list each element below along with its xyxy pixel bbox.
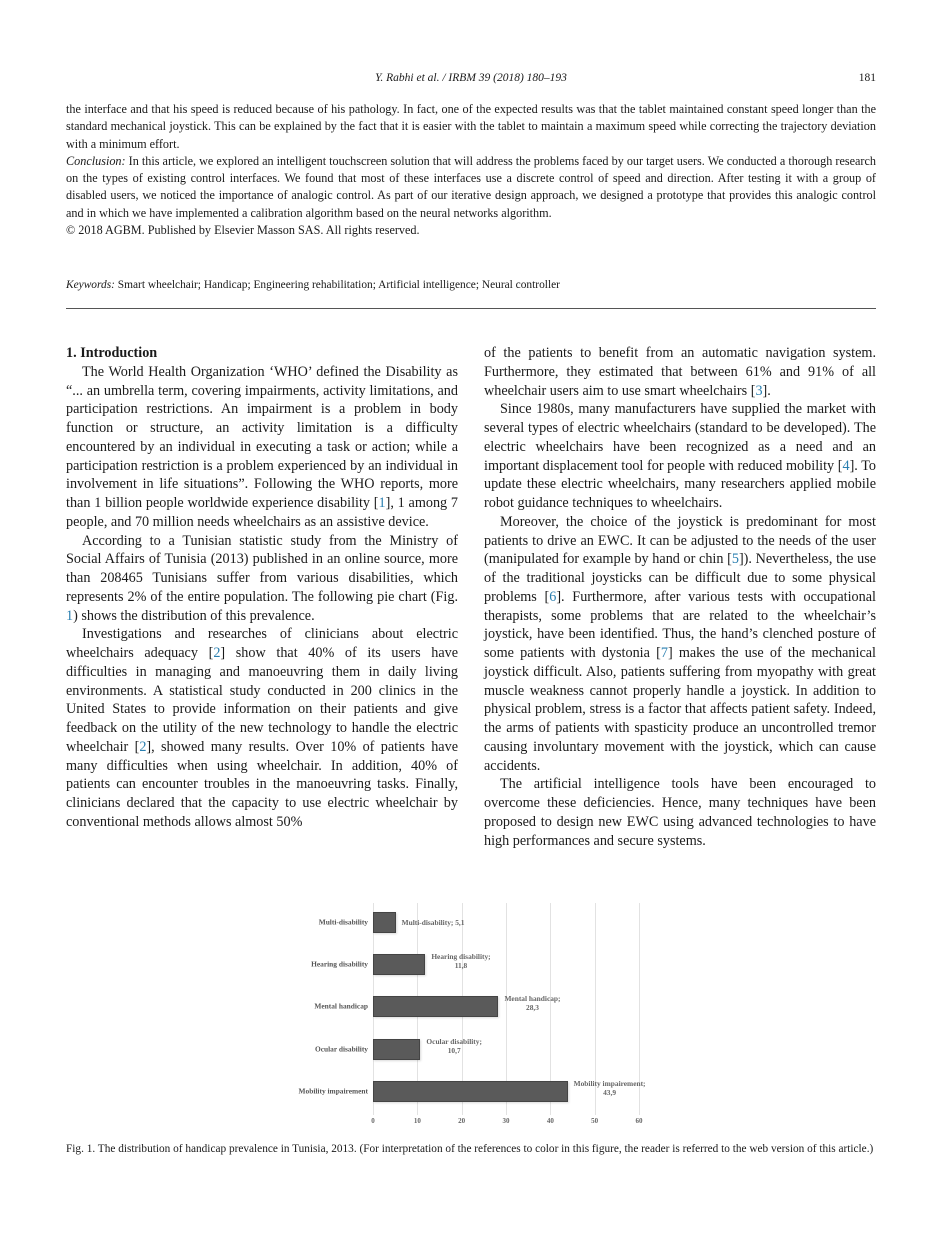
bar [373, 996, 498, 1017]
paragraph-text: ]. [762, 382, 771, 399]
abstract-continuation: the interface and that his speed is reduced because of his pathology. In fact, one of the expected results was that the tablet maintained constant speed longer than the standard mechanical joystick. This can be explained by the fact that it is easier with the tablet to maintain a maximum speed while correcting the trajectory deviation with a minimum effort. [66, 102, 876, 151]
x-tick-label: 10 [413, 1117, 421, 1125]
reference-link[interactable]: 4 [842, 457, 850, 474]
category-label: Multi-disability [318, 917, 368, 927]
copyright: © 2018 AGBM. Published by Elsevier Masson SAS. All rights reserved. [66, 223, 420, 238]
category-label: Hearing disability [311, 959, 368, 969]
paragraph-text: ] show that 40% of its users have difficulties in managing and manoeuvring them in daily living environments. A statistical study conducted in 200 clinics in the United States to provide information on their patients and give feedback on the utility of the new technology to handle the electric wheelchair [ [66, 645, 459, 755]
paragraph-text: ]). Nevertheless, the use of the traditional joysticks can be difficult due to some physical problems [ [484, 551, 877, 605]
page-number: 181 [858, 72, 876, 84]
figure-caption: Fig. 1. The distribution of handicap prevalence in Tunisia, 2013. (For interpretation of the references to color in this figure, the reader is referred to the web version of this article.) [66, 1143, 874, 1155]
bar-chart-figure-1 [280, 895, 660, 1135]
x-tick-label: 60 [635, 1117, 643, 1125]
running-head [66, 72, 876, 88]
bar [373, 912, 396, 933]
paragraph-text: Moreover, the choice of the joystick is predominant for most patients to drive an EWC. It can be adjusted to the needs of the user (manipulated for example by hand or chin [ [484, 513, 876, 568]
paragraph [484, 344, 876, 400]
right-column [484, 344, 876, 850]
paragraph-text: ], showed many results. Over 10% of patients have many difficulties when using wheelchair. In addition, 40% of patients can encounter troubles in the manoeuvring tasks. Finally, clinicians declared that the capacity to use electric wheelchair by conventional methods allows almost 50% [66, 738, 458, 830]
abstract [66, 101, 876, 239]
x-tick-label: 30 [502, 1117, 510, 1125]
data-label: Ocular disability; 10,7 [426, 1037, 482, 1055]
left-column [66, 344, 458, 832]
data-label: Mental handicap; 28,3 [504, 994, 561, 1012]
paragraph-text: Since 1980s, many manufacturers have supplied the market with several types of electric wheelchairs (standard to be developed). The electric wheelchairs have been recognized as a need and an important displacement tool for people with reduced mobility [ [484, 401, 876, 474]
left-paragraphs [66, 363, 458, 832]
reference-link[interactable]: 1 [378, 495, 386, 511]
paragraph-text: ]. To update these electric wheelchairs, many researchers applied mobile robot guidance techniques to wheelchairs. [484, 457, 876, 511]
keywords-text: Smart wheelchair; Handicap; Engineering rehabilitation; Artificial intelligence; Neural controller [114, 279, 560, 291]
reference-link[interactable]: 5 [731, 551, 739, 568]
section-title: 1. Introduction [66, 345, 158, 361]
x-tick-label: 50 [591, 1117, 599, 1125]
paragraph [484, 513, 876, 776]
paragraph-text: ]. Furthermore, after various tests with occupational therapists, some problems that are related to the wheelchair’s joystick, have been identified. Thus, the hand’s clenched posture of some patients with dystonia [ [484, 588, 876, 661]
paragraph [484, 775, 876, 850]
paragraph [484, 400, 876, 513]
paragraph-text: ) shows the distribution of this prevalence. [73, 607, 315, 624]
paragraph-text: of the patients to benefit from an automatic navigation system. Furthermore, they estimated that between 61% and 91% of all wheelchair users aim to use smart wheelchairs [ [484, 345, 876, 399]
paragraph-text: Investigations and researches of clinicians about electric wheelchairs adequacy [ [66, 626, 458, 661]
category-label: Mental handicap [314, 1001, 368, 1011]
paragraph-text: The artificial intelligence tools have been encouraged to overcome these deficiencies. Hence, many techniques have been proposed to design new EWC using advanced technologies to have high performances and secure systems. [484, 776, 876, 849]
x-tick-label: 20 [458, 1117, 466, 1125]
bar [373, 954, 425, 975]
x-tick-label: 0 [371, 1117, 375, 1125]
reference-link[interactable]: 2 [139, 738, 147, 755]
reference-link[interactable]: 2 [213, 645, 221, 661]
data-label: Multi-disability; 5,1 [401, 918, 465, 927]
keywords-label: Keywords: [66, 279, 115, 291]
bar [373, 1039, 420, 1060]
reference-link[interactable]: 3 [755, 382, 763, 399]
paragraph [66, 532, 458, 626]
abstract-conclusion [66, 153, 876, 222]
paragraph [66, 363, 458, 532]
x-tick-label: 40 [546, 1117, 554, 1125]
right-paragraphs [484, 344, 876, 850]
conclusion-text: In this article, we explored an intelligent touchscreen solution that will address the problems faced by our target users. We conducted a thorough research on the types of existing control interfaces. We found that most of these interfaces use a discrete control of speed and direction. After testing it with a group of disabled users, we noticed the importance of analogic control. As part of our iterative design approach, we designed a prototype that provides this analogic control and in which we have implemented a calibration algorithm based on the neural networks algorithm. [66, 153, 876, 220]
keywords [66, 279, 876, 291]
paragraph-text: ] makes the use of the mechanical joystick difficult. Also, patients suffering from myopathy with great muscle weakness cannot properly handle a joystick. In addition to physical problem, stress is a factor that affects patient safety. Indeed, the arms of patients with spasticity produce an uncontrolled tremor causing involuntary movement with the joystick, which can cause accidents. [484, 645, 876, 774]
reference-link[interactable]: 1 [66, 607, 74, 624]
paragraph [66, 625, 458, 831]
journal-citation: Y. Rabhi et al. / IRBM 39 (2018) 180–193 [375, 72, 567, 84]
category-label: Ocular disability [314, 1044, 368, 1054]
category-label: Mobility impairement [298, 1086, 368, 1096]
reference-link[interactable]: 6 [549, 588, 557, 605]
data-label: Mobility impairement; 43,9 [573, 1079, 646, 1097]
data-label: Hearing disability; 11,8 [431, 952, 491, 970]
section-divider [66, 308, 876, 309]
paragraph-text: The World Health Organization ‘WHO’ defined the Disability as “... an umbrella term, covering impairments, activity limitations, and participation restrictions. An impairment is a problem in body function or structure, an activity limitation is a difficulty encountered by an individual in executing a task or action; while a participation restriction is a problem experienced by an individual in involvement in life situations”. Following the WHO reports, more than 1 billion people worldwide experience disability [ [66, 363, 458, 511]
reference-link[interactable]: 7 [660, 645, 668, 661]
bar [373, 1081, 568, 1102]
paragraph-text: ], 1 among 7 people, and 70 million needs wheelchairs as an assistive device. [66, 495, 459, 530]
conclusion-label: Conclusion: [66, 153, 126, 168]
paragraph-text: According to a Tunisian statistic study from the Ministry of Social Affairs of Tunisia (2013) published in an online source, more than 208465 Tunisians suffer from various disabilities, which represents 2% of the entire population. The following pie chart (Fig. [66, 532, 458, 605]
